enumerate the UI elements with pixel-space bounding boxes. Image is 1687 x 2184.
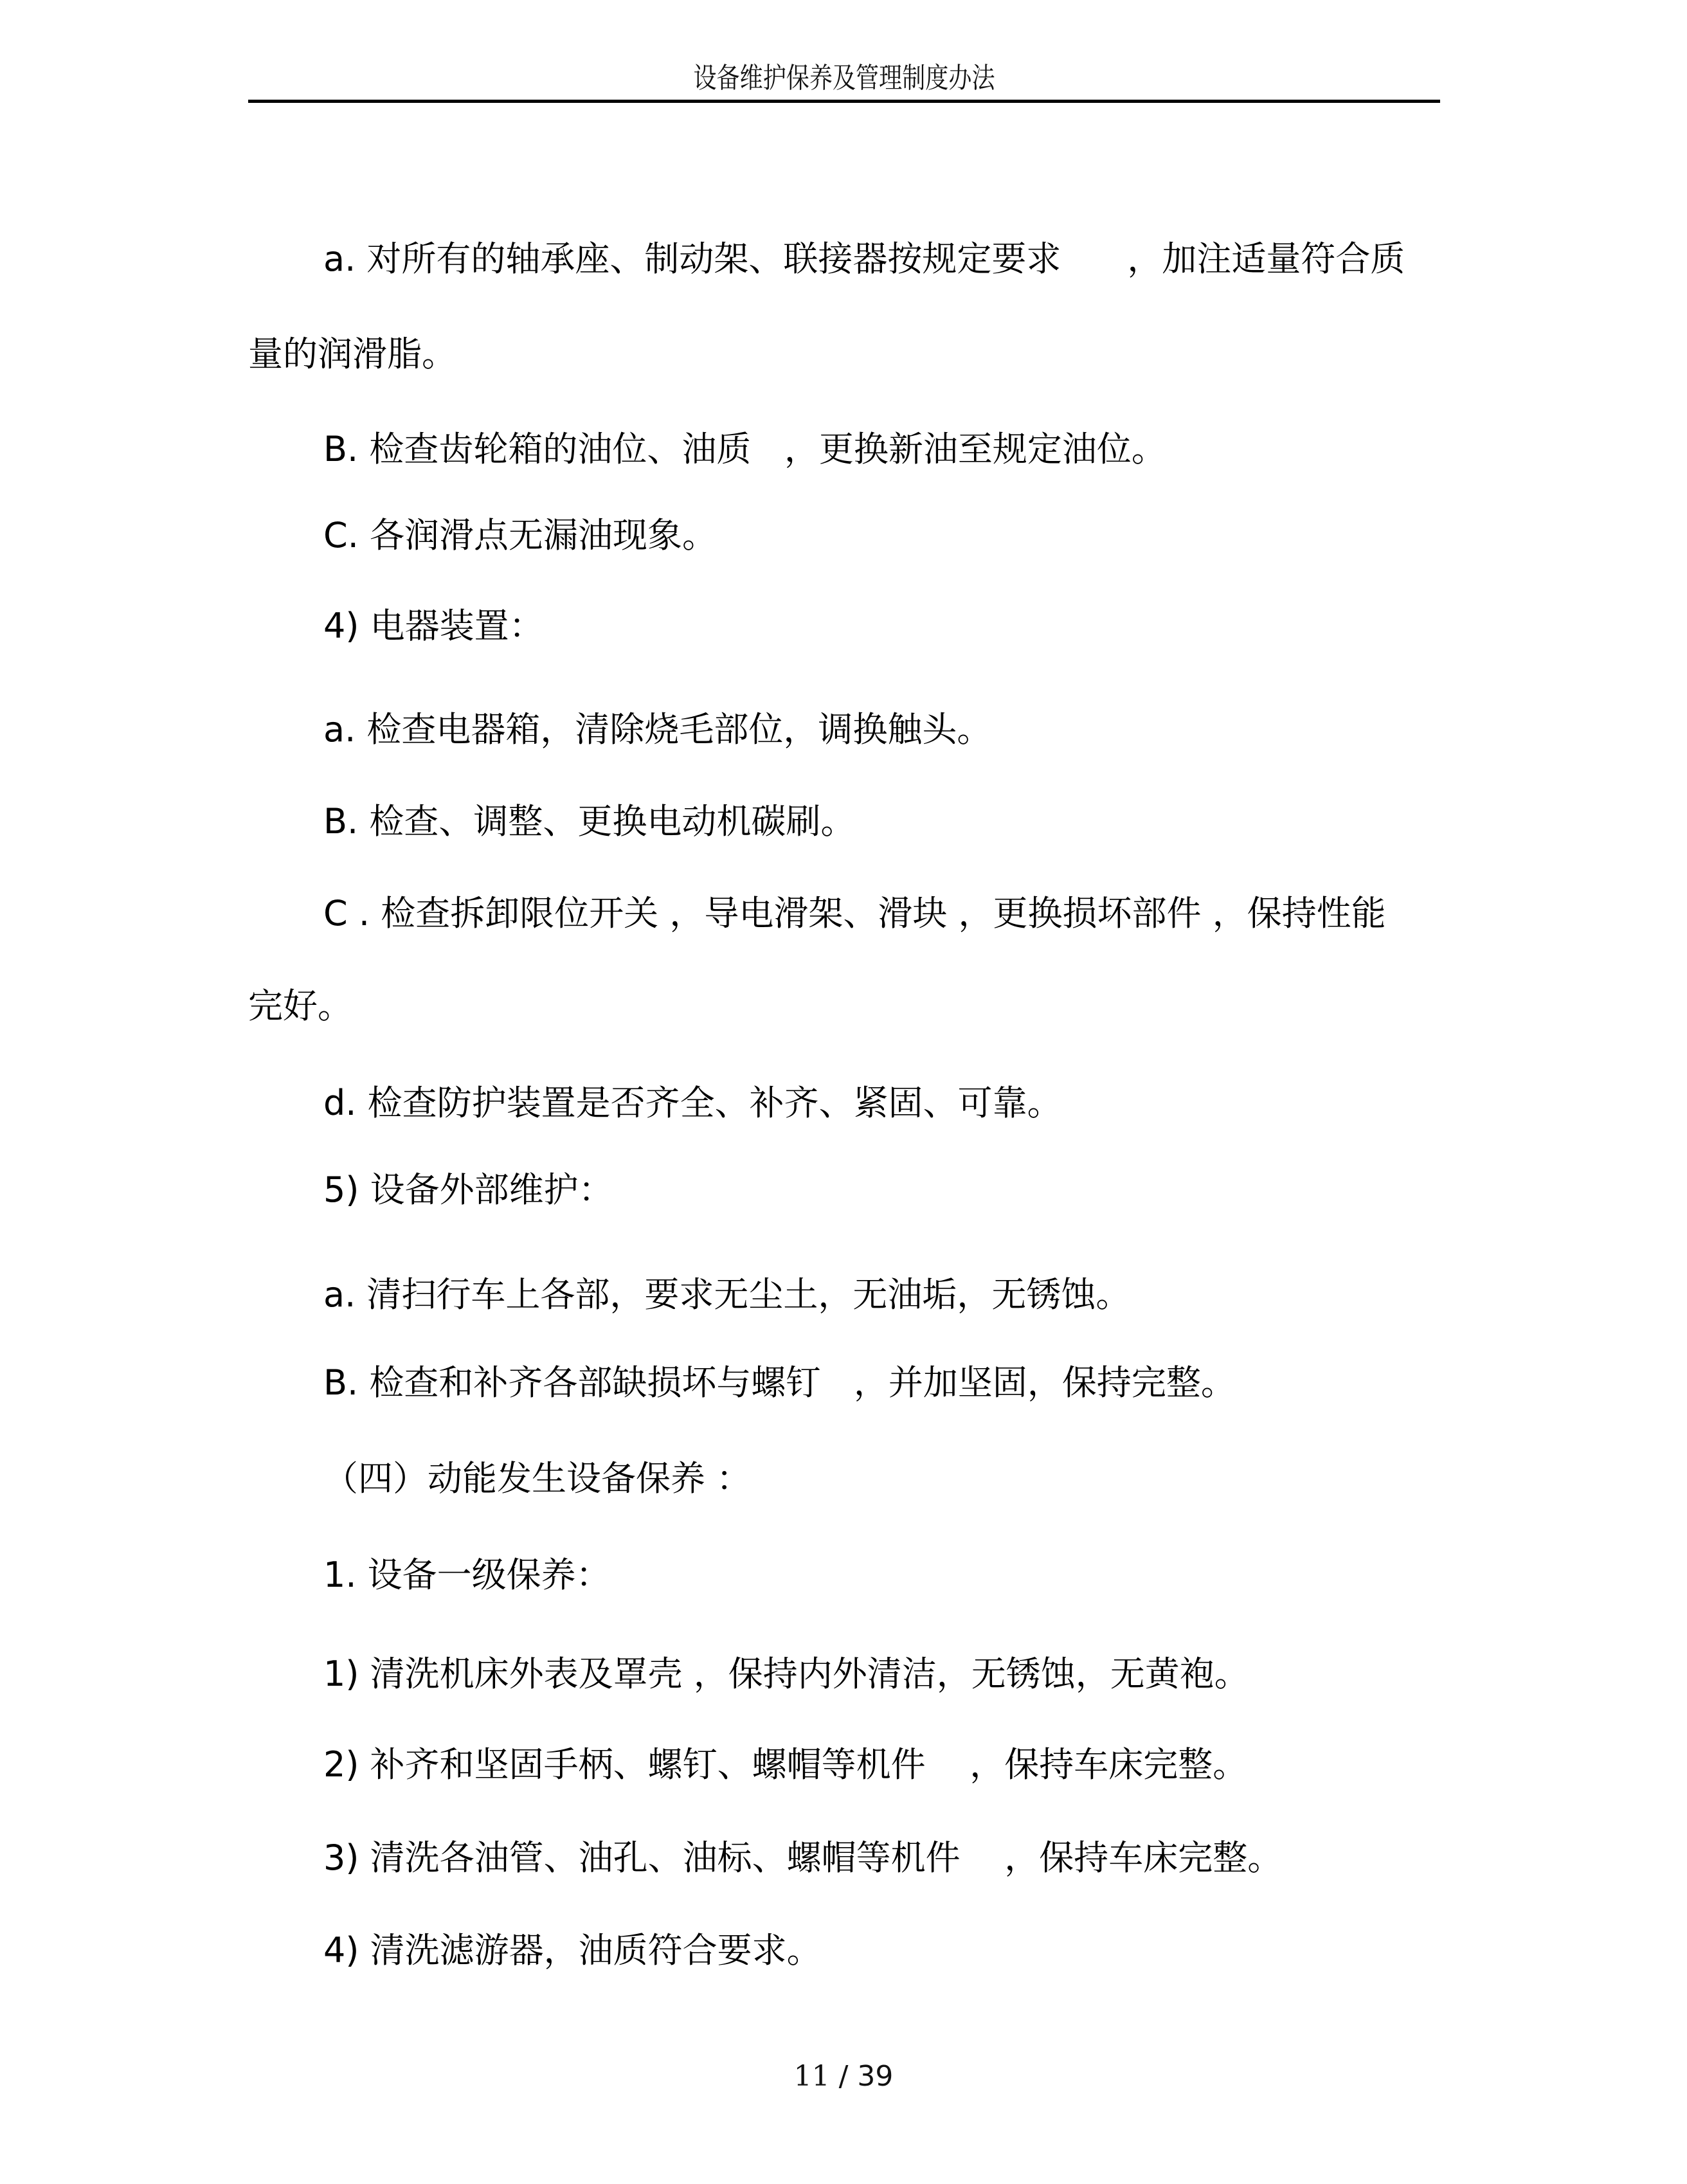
page-number (0, 2057, 1687, 2096)
paragraph-line: B. 检查、调整、更换电动机碳刷。 (323, 801, 856, 842)
paragraph-line: a. 检查电器箱，清除烧毛部位，调换触头。 (323, 709, 992, 750)
current-page: 11 (793, 2060, 830, 2093)
paragraph-line: a. 清扫行车上各部，要求无尘土，无油垢，无锈蚀。 (323, 1274, 1131, 1315)
section-heading: （四）动能发生设备保养 ： (323, 1458, 752, 1499)
paragraph-line: 1) 清洗机床外表及罩壳 ，保持内外清洁，无锈蚀，无黄袍。 (323, 1654, 1249, 1694)
paragraph-line: 2) 补齐和坚固手柄、螺钉、螺帽等机件 ，保持车床完整。 (323, 1744, 1248, 1785)
section-heading: 1. 设备一级保养： (323, 1555, 611, 1595)
paragraph-line: a. 对所有的轴承座、制动架、联接器按规定要求 ，加注适量符合质 (323, 239, 1405, 279)
paragraph-line: B. 检查齿轮箱的油位、油质 ，更换新油至规定油位。 (323, 429, 1166, 469)
page-separator: / (829, 2060, 858, 2093)
header-rule (248, 100, 1440, 103)
paragraph-line: 3) 清洗各油管、油孔、油标、螺帽等机件 ，保持车床完整。 (323, 1837, 1283, 1878)
page-header: 设备维护保养及管理制度办法 (693, 62, 995, 95)
section-heading: 5) 设备外部维护： (323, 1169, 613, 1210)
paragraph-line: B. 检查和补齐各部缺损坏与螺钉 ，并加坚固，保持完整。 (323, 1362, 1236, 1403)
section-heading: 4) 电器装置： (323, 606, 544, 646)
paragraph-line: 量的润滑脂。 (248, 334, 456, 374)
paragraph-line: 4) 清洗滤游器，油质符合要求。 (323, 1930, 822, 1971)
paragraph-line: C . 检查拆卸限位开关 ，导电滑架、滑块 ，更换损坏部件 ，保持性能 (323, 893, 1386, 934)
paragraph-line: C. 各润滑点无漏油现象。 (323, 515, 717, 555)
paragraph-line: d. 检查防护装置是否齐全、补齐、紧固、可靠。 (323, 1083, 1062, 1123)
paragraph-line: 完好。 (248, 986, 352, 1026)
total-pages: 39 (857, 2060, 894, 2093)
